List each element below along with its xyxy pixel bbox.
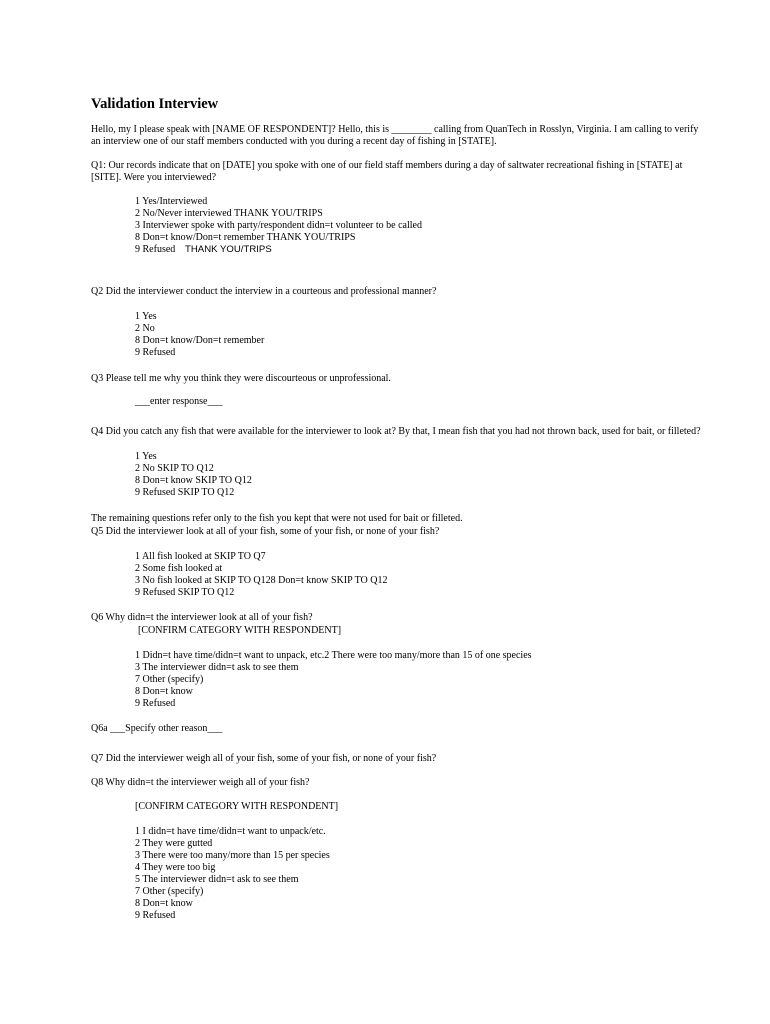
q5-option: 1 All fish looked at SKIP TO Q7: [135, 551, 266, 562]
q6a-text[interactable]: Q6a ___Specify other reason___: [91, 723, 223, 734]
q6-option: 9 Refused: [135, 698, 176, 709]
q4-option: 8 Don=t know SKIP TO Q12: [135, 475, 252, 486]
q3-response-entry[interactable]: ___enter response___: [135, 396, 223, 407]
q3-text: Q3 Please tell me why you think they were discourteous or unprofessional.: [91, 373, 391, 384]
q6-option: 1 Didn=t have time/didn=t want to unpack, etc.2 There were too many/more than 15 of one species: [135, 650, 532, 661]
q8-option: 7 Other (specify): [135, 886, 204, 897]
q4-option: 1 Yes: [135, 451, 157, 462]
q6-confirm-instruction: [CONFIRM CATEGORY WITH RESPONDENT]: [138, 625, 342, 636]
q6-option: 3 The interviewer didn=t ask to see them: [135, 662, 299, 673]
intro-line-1: Hello, my I please speak with [NAME OF RESPONDENT]? Hello, this is ________ calling from QuanTech in Rosslyn, Virginia. I am calling to verify: [91, 124, 699, 135]
intro-line-2: an interview one of our staff members conducted with you during a recent day of fishing in [STATE].: [91, 136, 497, 147]
q8-option: 4 They were too big: [135, 862, 216, 873]
q1-text-line-1: Q1: Our records indicate that on [DATE] you spoke with one of our field staff members during a day of saltwater recreational fishing in [STATE] at: [91, 160, 683, 171]
q5-option: 9 Refused SKIP TO Q12: [135, 587, 235, 598]
q8-option: 9 Refused: [135, 910, 176, 921]
q8-option: 8 Don=t know: [135, 898, 193, 909]
q8-option: 2 They were gutted: [135, 838, 213, 849]
q1-option: 1 Yes/Interviewed: [135, 196, 208, 207]
q6-text: Q6 Why didn=t the interviewer look at all of your fish?: [91, 612, 313, 623]
q2-option: 1 Yes: [135, 311, 157, 322]
q1-option: 2 No/Never interviewed THANK YOU/TRIPS: [135, 208, 323, 219]
q4-option: 9 Refused SKIP TO Q12: [135, 487, 235, 498]
q8-confirm-instruction: [CONFIRM CATEGORY WITH RESPONDENT]: [135, 801, 339, 812]
q8-option: 5 The interviewer didn=t ask to see them: [135, 874, 299, 885]
q5-option: 3 No fish looked at SKIP TO Q128 Don=t know SKIP TO Q12: [135, 575, 388, 586]
q8-option: 1 I didn=t have time/didn=t want to unpack/etc.: [135, 826, 326, 837]
q4-option: 2 No SKIP TO Q12: [135, 463, 214, 474]
q8-text: Q8 Why didn=t the interviewer weigh all of your fish?: [91, 777, 310, 788]
q1-option-suffix: THANK YOU/TRIPS: [185, 244, 272, 255]
q2-option: 9 Refused: [135, 347, 176, 358]
document-title: Validation Interview: [91, 96, 219, 112]
section-note: The remaining questions refer only to the fish you kept that were not used for bait or filleted.: [91, 513, 463, 524]
q6-option: 7 Other (specify): [135, 674, 204, 685]
q2-text: Q2 Did the interviewer conduct the interview in a courteous and professional manner?: [91, 286, 437, 297]
q1-option: 9 Refused: [135, 244, 176, 255]
q1-option: 3 Interviewer spoke with party/respondent didn=t volunteer to be called: [135, 220, 422, 231]
q4-text: Q4 Did you catch any fish that were available for the interviewer to look at? By that, I mean fish that you had not thrown back, used for bait, or filleted?: [91, 426, 701, 437]
q5-option: 2 Some fish looked at: [135, 563, 223, 574]
q1-text-line-2: [SITE]. Were you interviewed?: [91, 172, 217, 183]
q8-option: 3 There were too many/more than 15 per species: [135, 850, 330, 861]
q5-text: Q5 Did the interviewer look at all of your fish, some of your fish, or none of your fish?: [91, 526, 440, 537]
q2-option: 2 No: [135, 323, 155, 334]
q7-text: Q7 Did the interviewer weigh all of your fish, some of your fish, or none of your fish?: [91, 753, 437, 764]
q1-option: 8 Don=t know/Don=t remember THANK YOU/TRIPS: [135, 232, 356, 243]
q2-option: 8 Don=t know/Don=t remember: [135, 335, 265, 346]
q6-option: 8 Don=t know: [135, 686, 193, 697]
